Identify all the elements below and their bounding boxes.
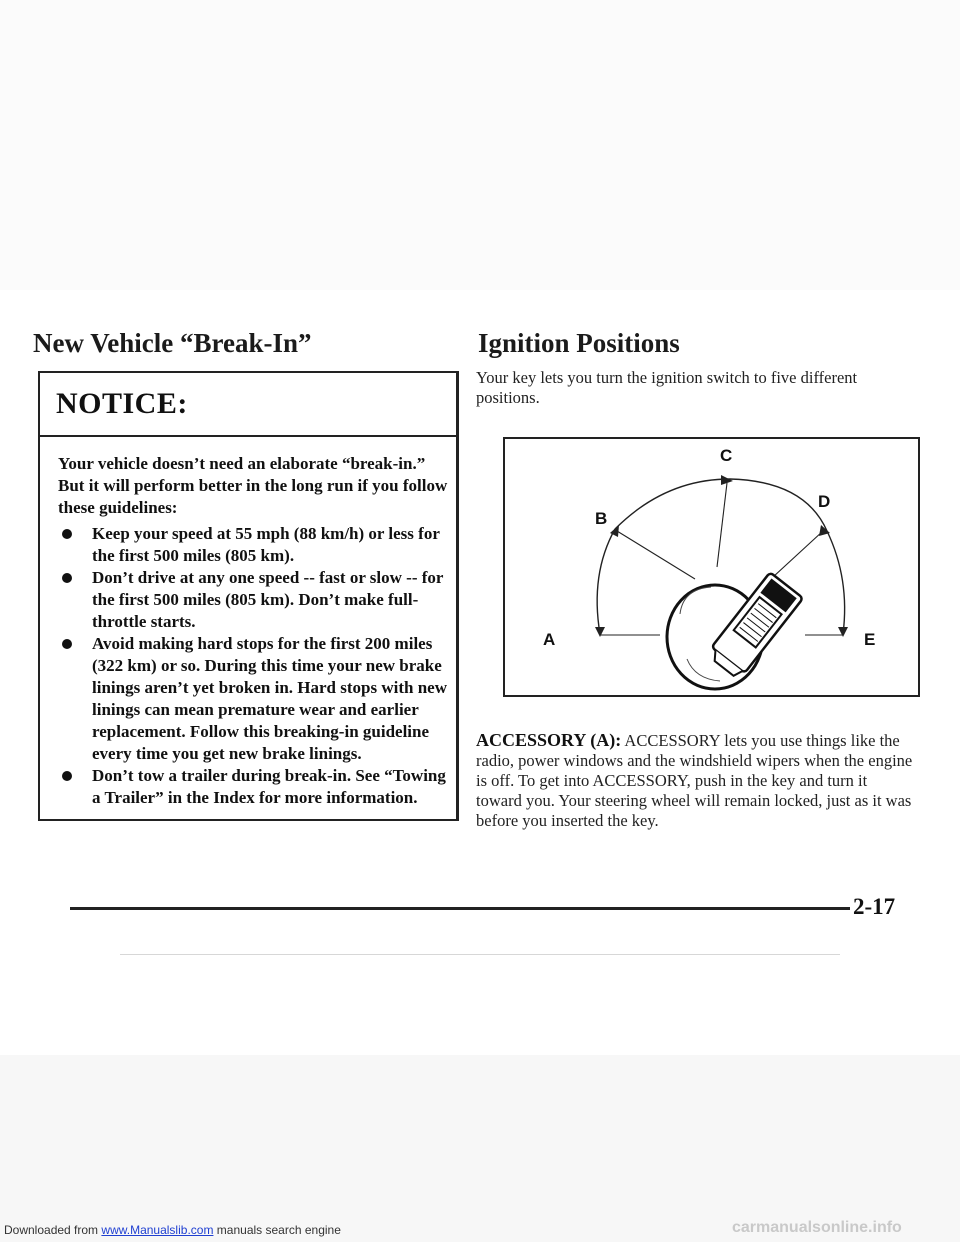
position-label-b: B — [595, 509, 608, 528]
bottom-margin — [0, 1055, 960, 1242]
notice-intro: Your vehicle doesn’t need an elaborate “break-in.” But it will perform better in the long run if you follow these guidelines: — [58, 454, 448, 517]
list-item — [58, 567, 448, 633]
list-item — [58, 765, 448, 809]
arc-left — [597, 529, 615, 634]
notice-item-text: Don’t drive at any one speed -- fast or slow -- for the first 500 miles (805 km). Don’t make full-throttle starts. — [92, 568, 444, 631]
download-footer — [4, 1223, 341, 1237]
ignition-switch-illustration — [505, 439, 918, 695]
arc-top — [615, 479, 827, 531]
notice-heading: NOTICE: — [40, 373, 456, 437]
accessory-paragraph — [476, 730, 916, 831]
pointer-c — [717, 483, 727, 567]
manualslib-link[interactable]: www.Manualslib.com — [101, 1223, 214, 1237]
accessory-term: ACCESSORY (A): — [476, 730, 622, 750]
footer-suffix: manuals search engine — [216, 1223, 341, 1237]
footer-rule — [70, 907, 850, 910]
top-margin — [0, 0, 960, 290]
ignition-intro: Your key lets you turn the ignition switch to five different positions. — [476, 368, 858, 407]
bullet-icon — [62, 771, 72, 781]
break-in-title: New Vehicle “Break-In” — [33, 328, 312, 358]
accessory-description: ACCESSORY lets you use things like the radio, power windows and the windshield wipers when the engine is off. To get into ACCESSORY, push in the key and turn it toward you. Your steering wheel will remain locked, just as it was before you inserted the key. — [476, 731, 913, 830]
notice-body — [40, 437, 456, 809]
ignition-title: Ignition Positions — [478, 328, 680, 358]
list-item — [58, 633, 448, 765]
notice-item-text: Keep your speed at 55 mph (88 km/h) or less for the first 500 miles (805 km). — [92, 524, 440, 565]
footer-prefix: Downloaded from — [4, 1223, 99, 1237]
bullet-icon — [62, 573, 72, 583]
notice-item-text: Avoid making hard stops for the first 200 miles (322 km) or so. During this time your new brake linings aren’t yet broken in. Hard stops with new linings can mean premature wear and earlier replacement. Follow this breaking-in guideline every time you get new brake linings. — [92, 634, 447, 763]
ignition-diagram — [503, 437, 920, 697]
position-label-c: C — [720, 446, 733, 465]
notice-list — [58, 523, 448, 809]
faint-divider — [120, 954, 840, 955]
bullet-icon — [62, 529, 72, 539]
watermark: carmanualsonline.info — [732, 1219, 902, 1236]
notice-item-text: Don’t tow a trailer during break-in. See “Towing a Trailer” in the Index for more information. — [92, 766, 446, 807]
page-number: 2-17 — [853, 894, 896, 919]
list-item — [58, 523, 448, 567]
notice-box — [38, 371, 459, 821]
bullet-icon — [62, 639, 72, 649]
position-label-e: E — [864, 630, 876, 649]
position-label-a: A — [543, 630, 556, 649]
position-label-d: D — [818, 492, 831, 511]
pointer-b — [617, 531, 695, 579]
arc-right — [827, 531, 845, 634]
